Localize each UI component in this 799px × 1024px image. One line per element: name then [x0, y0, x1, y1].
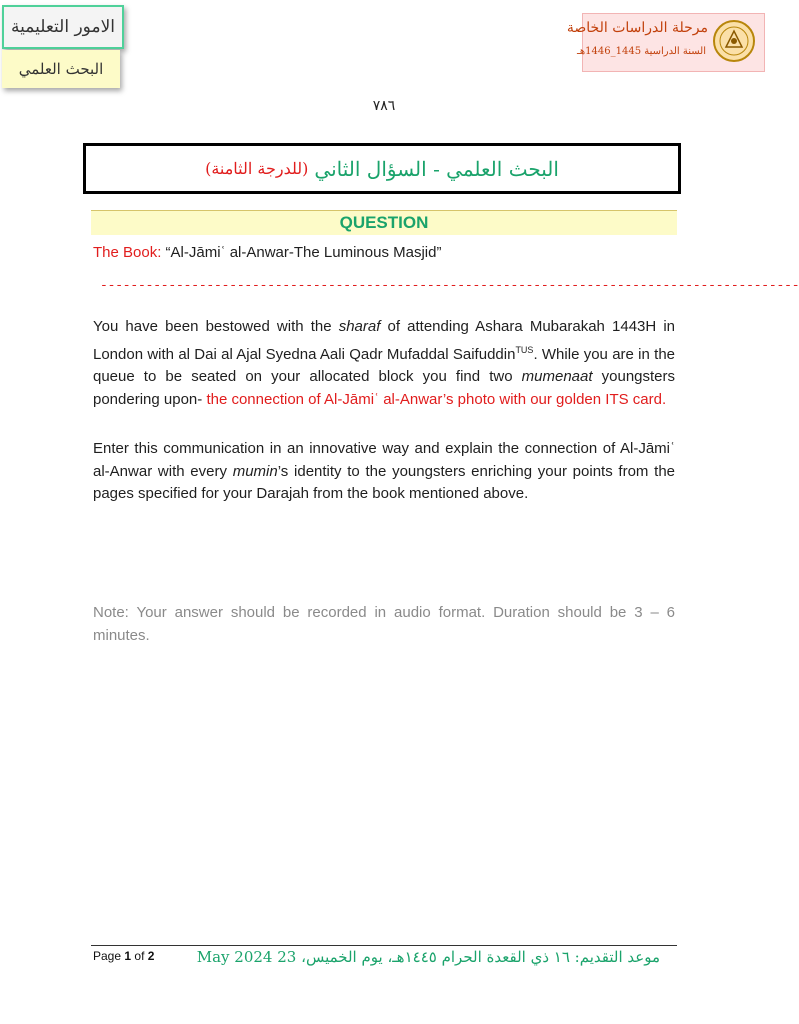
title-main: البحث العلمي - السؤال الثاني [314, 156, 559, 181]
scenario-italic-mumenaat: mumenaat [521, 368, 593, 385]
section-label: البحث العلمي [18, 60, 104, 78]
book-line [93, 244, 441, 261]
book-label: The Book: [93, 244, 162, 261]
instruction-text-2: ’s identity to the youngsters enriching your points from the pages specified for your Darajah from the book mentioned above. [93, 462, 675, 502]
title-box [83, 143, 681, 194]
submission-deadline: موعد التقديم: ١٦ ذي القعدة الحرام ١٤٤٥هـ، يوم الخميس، 23 May 2024 [196, 948, 660, 966]
scenario-text-2: of attending Ashara Mubarakah 1443H in London with al Dai al Ajal Syedna Aali Qadr Mufaddal Saifuddin [93, 318, 676, 363]
footer-page-count [93, 949, 154, 963]
academic-year: السنة الدراسية 1445_1446هـ [576, 46, 706, 57]
footer-page-total: 2 [147, 949, 155, 963]
scenario-highlight: the connection of Al-Jāmiʿ al-Anwar’s photo with our golden ITS card. [206, 390, 667, 408]
footer-divider [91, 945, 677, 946]
program-header [566, 13, 765, 72]
emblem-icon [712, 19, 756, 63]
section-badge [2, 50, 120, 88]
scenario-italic-sharaf: sharaf [338, 318, 381, 335]
question-heading-text: QUESTION [339, 213, 429, 232]
department-label: الامور التعليمية [11, 17, 115, 37]
department-badge [2, 5, 124, 49]
footer-page-current: 1 [124, 949, 132, 963]
instruction-text-1: Enter this communication in an innovative way and explain the connection of Al-Jāmiʿ al-Anwar with every [93, 440, 675, 480]
program-name: مرحلة الدراسات الخاصة [566, 20, 708, 36]
scenario-text-4: youngsters pondering upon- [93, 368, 676, 408]
scenario-text-1: You have been bestowed with the [93, 318, 339, 335]
page-number: ٧٨٦ [372, 98, 396, 114]
instruction-paragraph [93, 438, 675, 506]
book-title: “Al-Jāmiʿ al-Anwar-The Luminous Masjid” [165, 244, 442, 261]
footer-page-word: Page [93, 949, 122, 963]
scenario-paragraph [93, 316, 675, 411]
footer-page-of: of [134, 949, 145, 963]
instruction-italic-mumin: mumin [232, 462, 278, 480]
scenario-text-3: . While you are in the queue to be seated on your allocated block you find two [93, 345, 676, 385]
dashed-separator: -------------------------------------------------------------------------------------------- [100, 278, 799, 293]
submission-note: Note: Your answer should be recorded in audio format. Duration should be 3 – 6 minutes. [93, 604, 675, 644]
scenario-superscript: TUS [515, 344, 534, 355]
question-heading [91, 210, 677, 235]
title-darajah: (للدرجة الثامنة) [205, 159, 309, 178]
